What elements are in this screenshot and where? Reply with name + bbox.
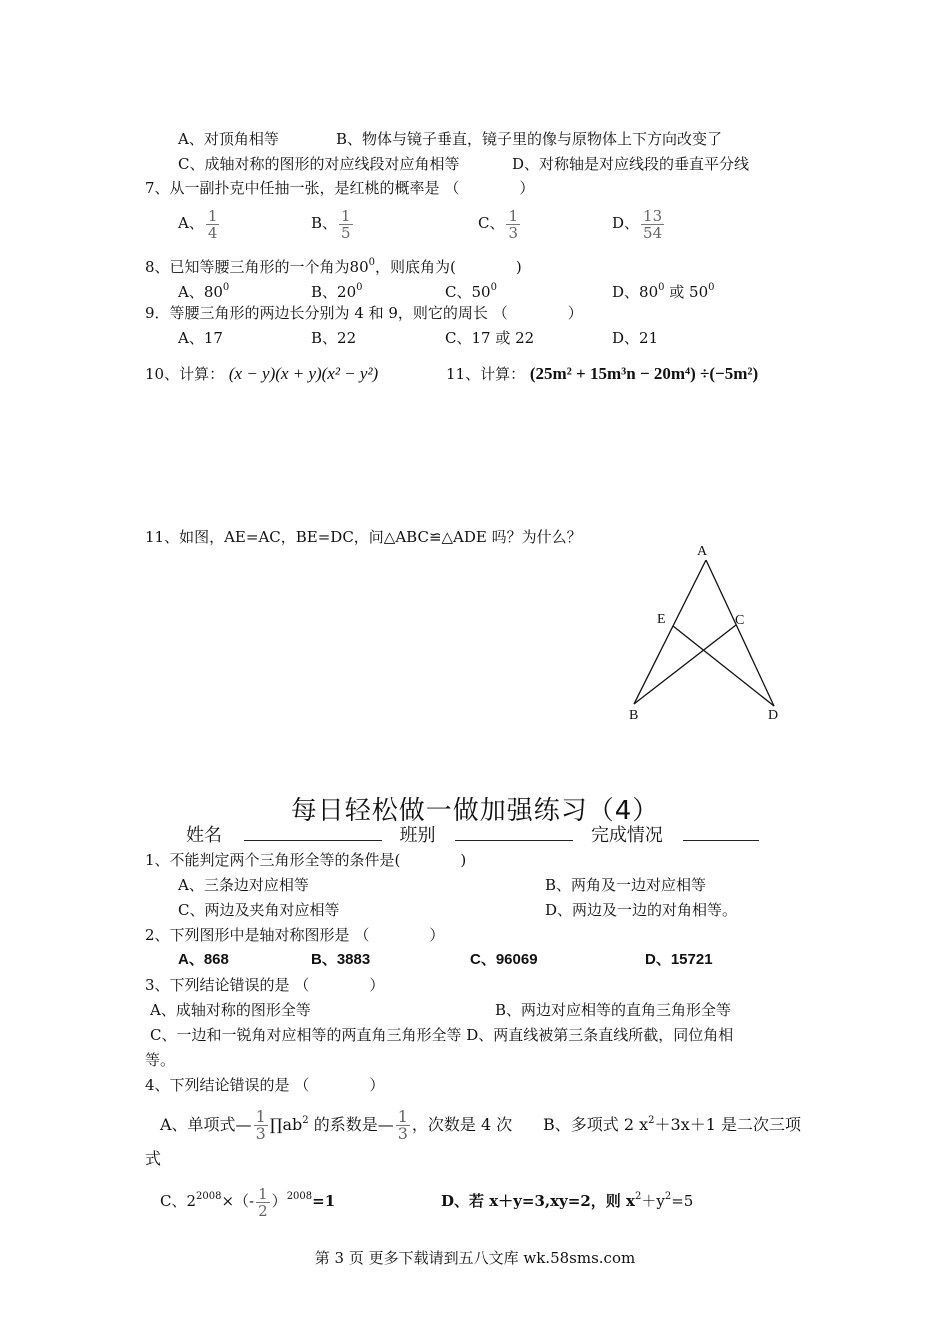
option-label: C、: [478, 214, 505, 232]
b-q2-option-a: A、868: [178, 951, 229, 968]
b-q3-option-a: A、成轴对称的图形全等: [150, 1001, 311, 1019]
b-q4-option-a: [160, 1102, 512, 1144]
class-blank[interactable]: [455, 824, 573, 841]
option-text: ，次数是 4 次: [411, 1115, 513, 1134]
q9-option-b: B、22: [311, 329, 357, 347]
b-q4-option-b-cont: 式: [145, 1149, 162, 1168]
status-label: 完成情况: [590, 825, 663, 846]
q7-option-c: [478, 205, 522, 241]
q8-text-end: ，则底角为( ): [375, 258, 522, 276]
q9-option-d: D、21: [612, 329, 659, 347]
fraction: [396, 1109, 410, 1142]
section-title: 每日轻松做一做加强练习（4）: [290, 796, 660, 826]
option-text: ∏ab: [269, 1115, 303, 1134]
q6-option-d: D、对称轴是对应线段的垂直平分线: [512, 155, 750, 173]
q8-option-d: [612, 278, 715, 302]
option-label: A、: [178, 214, 204, 232]
b-q2-stem: 2、下列图形中是轴对称图形是 （ ）: [145, 926, 445, 944]
exponent: 2: [302, 1115, 309, 1126]
numerator: 13: [643, 206, 663, 225]
q8-option-b: [311, 278, 363, 302]
b-q3-option-cd: C、一边和一锐角对应相等的两直角三角形全等 D、两直线被第三条直线所截，同位角相: [150, 1026, 734, 1044]
option-text: =5: [671, 1192, 694, 1210]
option-label: B、: [311, 214, 338, 232]
line-ED: [673, 626, 774, 706]
exponent: 2008: [286, 1191, 313, 1202]
q7-stem: 7、从一副扑克中任抽一张，是红桃的概率是 （ ）: [145, 179, 535, 197]
q11: [446, 364, 758, 384]
option-text: D、80: [612, 283, 659, 301]
option-text: 的系数是—: [308, 1115, 394, 1134]
degree-sup: 0: [368, 257, 376, 268]
fraction: [254, 1109, 268, 1142]
b-q1-option-c: C、两边及夹角对应相等: [178, 901, 340, 919]
label-B: B: [629, 708, 639, 723]
option-text: D、若 x＋y=3,xy=2，则 x: [441, 1192, 635, 1210]
b-q1-stem: 1、不能判定两个三角形全等的条件是( ): [145, 851, 467, 869]
line-AD: [706, 560, 774, 706]
q8-option-c: [445, 278, 497, 302]
q11-label: 11、计算：: [446, 365, 526, 383]
name-blank[interactable]: [244, 824, 382, 841]
numerator: 1: [207, 206, 218, 225]
q11-expression: (25m² + 15m³n − 20m⁴) ÷(−5m²): [529, 364, 759, 383]
numerator: 1: [255, 1107, 266, 1126]
exponent: 2008: [196, 1191, 222, 1202]
degree-sup: 0: [356, 282, 363, 293]
exponent: 2: [664, 1191, 672, 1202]
option-text: C、2: [160, 1192, 197, 1210]
denominator: 4: [207, 223, 218, 242]
denominator: 54: [643, 223, 663, 242]
option-text: =1: [312, 1192, 336, 1210]
q6-option-c: C、成轴对称的图形的对应线段对应角相等: [178, 155, 460, 173]
label-E: E: [657, 612, 666, 627]
b-q4-option-d: [441, 1187, 693, 1211]
option-text: A、80: [178, 283, 223, 301]
exponent: 2: [648, 1115, 655, 1126]
option-text: C、50: [445, 283, 491, 301]
fraction: [506, 208, 520, 241]
numerator: 1: [258, 1184, 268, 1203]
fraction: [256, 1186, 270, 1219]
q8-option-a: [178, 278, 229, 302]
label-A: A: [697, 544, 708, 559]
numerator: 1: [341, 206, 351, 225]
option-text: ＋y: [641, 1192, 665, 1210]
b-q4-stem: 4、下列结论错误的是 （ ）: [145, 1076, 385, 1094]
q7-option-d: [612, 205, 666, 241]
q7-option-a: [178, 205, 221, 241]
q8-stem: [145, 253, 522, 277]
degree-sup: 0: [222, 282, 230, 293]
denominator: 5: [341, 223, 351, 242]
b-q2-option-d: D、15721: [645, 951, 713, 968]
q10-expression: (x − y)(x + y)(x² − y²): [228, 364, 379, 383]
b-q3-option-b: B、两边对应相等的直角三角形全等: [495, 1001, 732, 1019]
option-label: D、: [612, 214, 640, 232]
degree-sup: 0: [658, 282, 665, 293]
denominator: 3: [508, 223, 519, 242]
page-footer: 第 3 页 更多下载请到五八文库 wk.58sms.com: [314, 1249, 636, 1267]
class-label: 班别: [399, 825, 436, 846]
b-q3-stem: 3、下列结论错误的是 （ ）: [145, 976, 385, 994]
option-text: ＋3x＋1 是二次三项: [654, 1115, 801, 1134]
q11-figure-question: 11、如图，AE=AC，BE=DC，问△ABC≌△ADE 吗？为什么？: [145, 528, 582, 546]
label-D: D: [768, 708, 779, 723]
q6-option-a: A、对顶角相等: [178, 130, 279, 148]
fraction: [339, 208, 353, 241]
status-blank[interactable]: [683, 824, 759, 841]
name-label: 姓名: [186, 825, 222, 846]
b-q4-option-b: [543, 1111, 801, 1135]
label-C: C: [735, 613, 745, 628]
b-q1-option-d: D、两边及一边的对角相等。: [545, 901, 738, 919]
numerator: 1: [508, 206, 519, 225]
fraction: [641, 208, 664, 241]
denominator: 2: [258, 1201, 268, 1220]
q7-option-b: [311, 205, 355, 241]
q9-option-a: A、17: [178, 329, 223, 347]
q8-text: 8、已知等腰三角形的一个角为80: [145, 258, 369, 276]
option-text: ）: [271, 1192, 287, 1210]
info-line: [186, 824, 759, 846]
option-text: 或 50: [664, 283, 709, 301]
q10-label: 10、计算：: [145, 365, 225, 383]
option-text: ×（-: [221, 1192, 255, 1210]
b-q4-option-c: [160, 1178, 335, 1220]
b-q2-option-c: C、96069: [470, 951, 538, 968]
line-AB: [634, 560, 706, 704]
triangle-figure: [615, 540, 795, 725]
b-q3-option-cd-cont: 等。: [145, 1051, 176, 1069]
degree-sup: 0: [490, 282, 497, 293]
fraction: [206, 208, 220, 241]
denominator: 3: [255, 1124, 266, 1143]
numerator: 1: [397, 1107, 408, 1126]
q6-option-b: B、物体与镜子垂直，镜子里的像与原物体上下方向改变了: [336, 130, 723, 148]
b-q1-option-a: A、三条边对应相等: [178, 876, 309, 894]
exponent: 2: [634, 1191, 642, 1202]
degree-sup: 0: [708, 282, 715, 293]
q9-option-c: C、17 或 22: [445, 329, 535, 347]
option-text: B、多项式 2 x: [543, 1115, 649, 1134]
b-q1-option-b: B、两角及一边对应相等: [545, 876, 707, 894]
option-text: A、单项式—: [160, 1115, 252, 1134]
q10: [145, 364, 378, 384]
q9-stem: 9．等腰三角形的两边长分别为 4 和 9，则它的周长 （ ）: [145, 304, 583, 322]
option-text: B、20: [311, 283, 357, 301]
denominator: 3: [397, 1124, 408, 1143]
b-q2-option-b: B、3883: [311, 951, 371, 968]
